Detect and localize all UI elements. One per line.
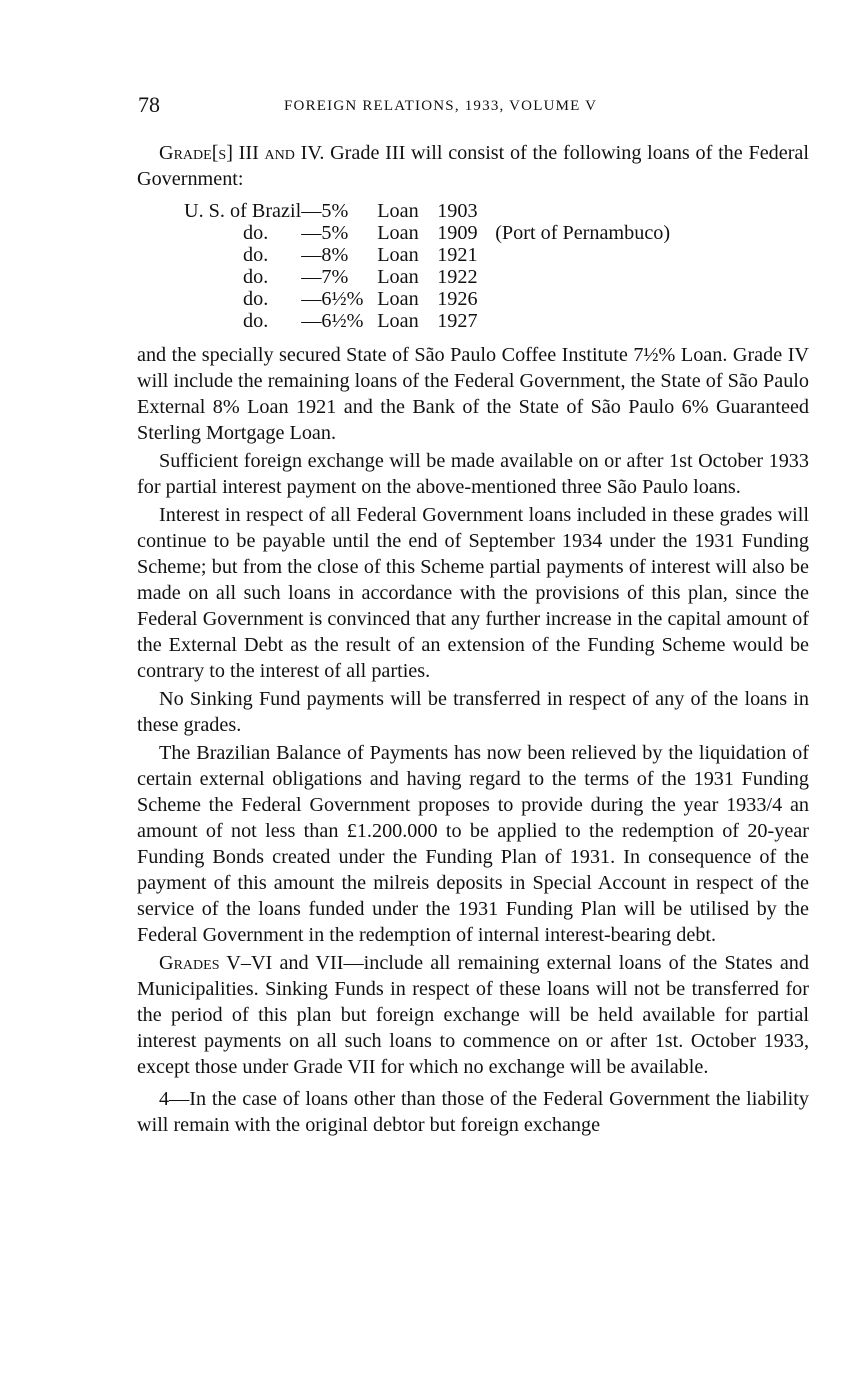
loan-note: (Port of Pernambuco) bbox=[495, 222, 671, 244]
paragraph-grades-v-vii bbox=[137, 950, 809, 1080]
loan-issuer: U. S. of Brazil bbox=[184, 200, 302, 222]
loan-issuer: do. bbox=[243, 310, 269, 332]
loan-rate: —6½% bbox=[301, 288, 364, 310]
intro-text: Grade III will consist of the following loans of the Federal Government: bbox=[137, 142, 810, 190]
loan-type: Loan bbox=[377, 222, 419, 244]
paragraph-sinking-fund: No Sinking Fund payments will be transferred in respect of any of the loans in these grades. bbox=[137, 688, 809, 736]
loan-type: Loan bbox=[377, 244, 419, 266]
paragraph-foreign-exchange: Sufficient foreign exchange will be made available on or after 1st October 1933 for partial interest payment on the above-mentioned three São Paulo loans. bbox=[137, 450, 809, 498]
paragraph-grade-iv: and the specially secured State of São Paulo Coffee Institute 7½% Loan. Grade IV will include the remaining loans of the Federal Government, the State of São Paulo External 8% Loan 1921 and the Bank of the State of São Paulo 6% Guaranteed Sterling Mortgage Loan. bbox=[137, 344, 809, 444]
body-text bbox=[137, 140, 809, 1140]
loan-row bbox=[184, 244, 670, 266]
loan-row bbox=[184, 310, 670, 332]
loan-note bbox=[495, 288, 670, 310]
loan-row bbox=[184, 288, 670, 310]
loan-row bbox=[184, 222, 670, 244]
loan-note bbox=[495, 266, 670, 288]
loan-note bbox=[495, 244, 670, 266]
page-header bbox=[138, 92, 808, 122]
loan-type: Loan bbox=[377, 310, 419, 332]
loan-row bbox=[184, 200, 670, 222]
grade-heading: Grade[s] III and IV. bbox=[159, 142, 325, 164]
loan-issuer: do. bbox=[243, 266, 269, 288]
loan-year: 1922 bbox=[437, 266, 478, 288]
loan-year: 1903 bbox=[437, 200, 478, 222]
loan-rate: —5% bbox=[301, 200, 349, 222]
loan-table bbox=[184, 200, 670, 332]
paragraph-section-4: 4—In the case of loans other than those of the Federal Government the liability will remain with the original debtor but foreign exchange bbox=[137, 1088, 809, 1136]
grades-text: V–VI and VII—include all remaining external loans of the States and Municipalities. Sinking Funds in respect of these loans will not be transferred for the period of this plan but foreign exchange will be held available for partial interest payments on all such loans to commence on or after 1st. October 1933, except those under Grade VII for which no exchange will be available. bbox=[137, 952, 809, 1078]
paragraph-balance-of-payments: The Brazilian Balance of Payments has now been relieved by the liquidation of certain external obligations and having regard to the terms of the 1931 Funding Scheme the Federal Government proposes to provide during the year 1933/4 an amount of not less than £1.200.000 to be applied to the redemption of 20-year Funding Bonds created under the Funding Plan of 1931. In consequence of the payment of this amount the milreis deposits in Special Account in respect of the service of the loans funded under the 1931 Funding Plan will be utilised by the Federal Government in the redemption of internal interest-bearing debt. bbox=[137, 742, 809, 946]
loan-rate: —8% bbox=[301, 244, 349, 266]
loan-note bbox=[495, 200, 670, 222]
loan-note bbox=[495, 310, 670, 332]
running-head: FOREIGN RELATIONS, 1933, VOLUME V bbox=[284, 98, 598, 114]
loan-type: Loan bbox=[377, 200, 419, 222]
loan-issuer: do. bbox=[243, 222, 269, 244]
grades-heading: Grades bbox=[159, 952, 220, 974]
loan-year: 1921 bbox=[437, 244, 478, 266]
loan-year: 1927 bbox=[437, 310, 478, 332]
loan-rate: —7% bbox=[301, 266, 349, 288]
loan-type: Loan bbox=[377, 288, 419, 310]
loan-type: Loan bbox=[377, 266, 419, 288]
loan-rate: —6½% bbox=[301, 310, 364, 332]
paragraph-interest: Interest in respect of all Federal Government loans included in these grades will continue to be payable until the end of September 1934 under the 1931 Funding Scheme; but from the close of this Scheme partial payments of interest will also be made on all such loans in accordance with the provisions of this plan, since the Federal Government is convinced that any further increase in the capital amount of the External Debt as the result of an extension of the Funding Scheme would be contrary to the interest of all parties. bbox=[137, 504, 809, 682]
loan-row bbox=[184, 266, 670, 288]
loan-year: 1926 bbox=[437, 288, 478, 310]
loan-rate: —5% bbox=[301, 222, 349, 244]
loan-issuer: do. bbox=[243, 244, 269, 266]
loan-issuer: do. bbox=[243, 288, 269, 310]
page-number: 78 bbox=[138, 92, 160, 117]
loan-year: 1909 bbox=[437, 222, 478, 244]
intro-paragraph bbox=[137, 140, 809, 192]
